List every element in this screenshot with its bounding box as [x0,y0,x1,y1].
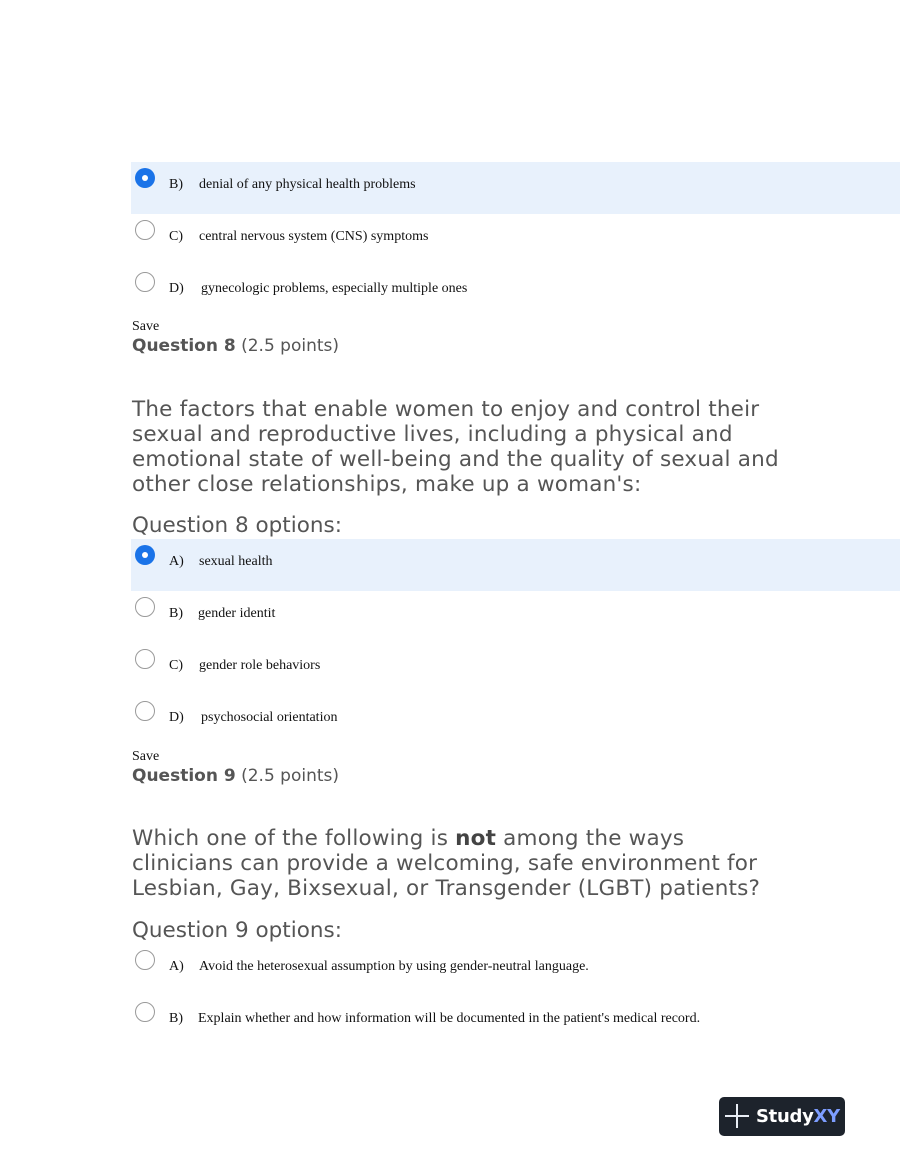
q8-options-label: Question 8 options: [132,513,342,538]
radio-empty-icon[interactable] [135,597,155,617]
option-letter: C) [169,229,183,244]
q8-option-d[interactable] [131,695,900,747]
q8-option-b[interactable] [131,591,900,643]
option-letter: B) [169,1011,183,1026]
option-letter: D) [169,281,184,296]
studyxy-logo [719,1097,845,1136]
radio-empty-icon[interactable] [135,220,155,240]
q8-header [132,336,339,356]
radio-selected-icon[interactable] [135,168,155,188]
q8-option-a[interactable] [131,539,900,591]
option-text: Explain whether and how information will be documented in the patient's medical record. [198,1011,701,1026]
option-text: denial of any physical health problems [199,177,416,192]
option-text: gender identit [198,606,276,621]
question-points: (2.5 points) [241,336,340,356]
option-letter: B) [169,606,183,621]
option-text: gender role behaviors [199,658,321,673]
radio-empty-icon[interactable] [135,272,155,292]
radio-empty-icon[interactable] [135,950,155,970]
q7-option-b[interactable] [131,162,900,214]
q9-question-text [132,826,782,901]
option-text: central nervous system (CNS) symptoms [199,229,429,244]
radio-selected-icon[interactable] [135,545,155,565]
q9-options-label: Question 9 options: [132,918,342,943]
question-text-part: among the ways clinicians can provide a welcoming, safe environment for Lesbian, Gay, Bixsexual, or Transgender (LGBT) patients? [132,826,761,901]
option-letter: B) [169,177,183,192]
q7-save-button[interactable]: Save [132,319,160,334]
q8-option-c[interactable] [131,643,900,695]
question-text-part: Which one of the following is [132,826,456,851]
q9-option-a[interactable] [131,944,900,996]
q8-save-button[interactable]: Save [132,749,160,764]
option-letter: D) [169,710,184,725]
q7-option-c[interactable] [131,214,900,266]
option-letter: C) [169,658,183,673]
q9-header [132,766,339,786]
question-points: (2.5 points) [241,766,340,786]
option-text: psychosocial orientation [201,710,338,725]
radio-empty-icon[interactable] [135,701,155,721]
option-text: Avoid the heterosexual assumption by using gender-neutral language. [199,959,589,974]
option-text: sexual health [199,554,273,569]
radio-empty-icon[interactable] [135,649,155,669]
question-title: Question 9 [132,766,236,786]
logo-wordmark: StudyXY [756,1106,840,1127]
question-text-emphasis: not [455,826,497,851]
q8-question-text: The factors that enable women to enjoy and control their sexual and reproductive lives, including a physical and emotional state of well-being and the quality of sexual and other close relationships, make up a woman's: [132,397,779,497]
option-text: gynecologic problems, especially multiple ones [201,281,468,296]
question-title: Question 8 [132,336,236,356]
option-letter: A) [169,554,184,569]
option-letter: A) [169,959,184,974]
q7-option-d[interactable] [131,266,900,318]
radio-empty-icon[interactable] [135,1002,155,1022]
q9-option-b[interactable] [131,996,900,1048]
plus-icon [725,1104,749,1128]
